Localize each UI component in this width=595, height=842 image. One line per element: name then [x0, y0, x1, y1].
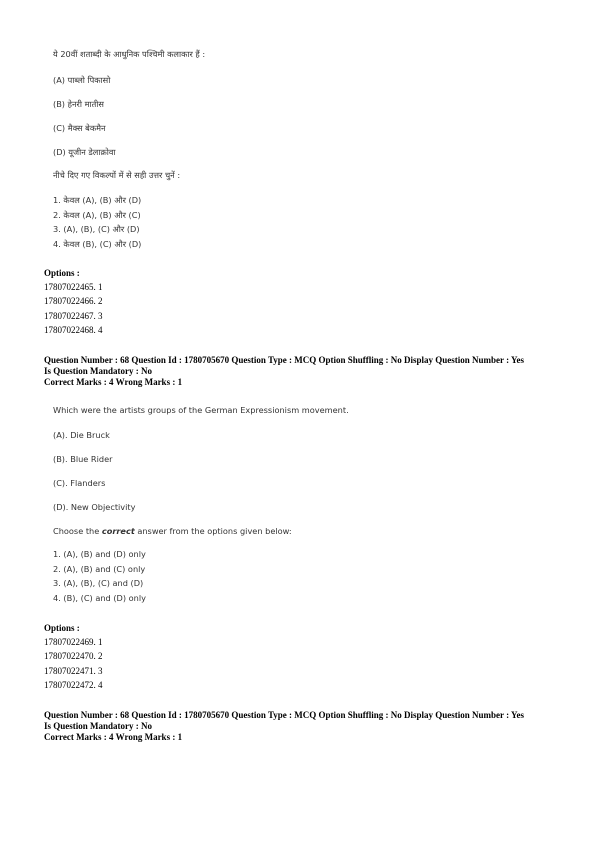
question-1-instruction: नीचे दिए गए विकल्पों में से सही उत्तर चुनें : — [53, 170, 181, 180]
option-id: 17807022472. 4 — [44, 679, 103, 690]
question-1-choice-3: 3. (A), (B), (C) और (D) — [53, 224, 140, 234]
options-header: Options : — [44, 268, 80, 278]
question-marks-line: Correct Marks : 4 Wrong Marks : 1 — [44, 732, 183, 743]
instruction-emphasis: correct — [101, 526, 135, 536]
question-1-choice-1: 1. केवल (A), (B) और (D) — [53, 195, 142, 205]
question-1-item-a: (A) पाब्लो पिकासो — [53, 75, 111, 85]
question-1-stem: ये 20वीं शताब्दी के आधुनिक पश्चिमी कलाकार हैं : — [53, 49, 206, 59]
question-2-choice-3: 3. (A), (B), (C) and (D) — [53, 578, 144, 588]
option-id: 17807022465. 1 — [44, 282, 103, 293]
question-2-choice-1: 1. (A), (B) and (D) only — [53, 549, 146, 559]
question-2-choices — [53, 547, 146, 605]
question-2-item-d: (D). New Objectivity — [53, 502, 136, 512]
question-2-item-a: (A). Die Bruck — [53, 430, 110, 440]
instruction-text: Choose the — [53, 526, 102, 536]
question-2-instruction — [53, 526, 292, 536]
question-1-choice-4: 4. केवल (B), (C) और (D) — [53, 238, 142, 249]
question-1-item-c: (C) मैक्स बेकमैन — [53, 123, 106, 133]
question-2-choice-4: 4. (B), (C) and (D) only — [53, 592, 146, 603]
question-1-choices — [53, 193, 141, 251]
question-meta-2 — [44, 710, 564, 744]
option-id: 17807022468. 4 — [44, 324, 103, 335]
question-meta-line: Question Number : 68 Question Id : 1780705670 Question Type : MCQ Option Shuffling : No Display Question Number : Yes — [44, 710, 525, 720]
options-block-1 — [44, 266, 103, 337]
question-meta-line: Question Number : 68 Question Id : 1780705670 Question Type : MCQ Option Shuffling : No Display Question Number : Yes — [44, 355, 525, 365]
question-2-item-b: (B). Blue Rider — [53, 454, 113, 464]
question-mandatory-line: Is Question Mandatory : No — [44, 366, 153, 377]
question-2-choice-2: 2. (A), (B) and (C) only — [53, 563, 146, 574]
question-2-stem: Which were the artists groups of the German Expressionism movement. — [53, 405, 349, 415]
question-1-choice-2: 2. केवल (A), (B) और (C) — [53, 209, 141, 220]
option-id: 17807022469. 1 — [44, 637, 103, 648]
question-meta-1 — [44, 355, 564, 389]
option-id: 17807022467. 3 — [44, 310, 103, 321]
question-marks-line: Correct Marks : 4 Wrong Marks : 1 — [44, 377, 183, 388]
question-2-item-c: (C). Flanders — [53, 478, 106, 488]
option-id: 17807022466. 2 — [44, 296, 103, 307]
question-1-item-b: (B) हेनरी मातीस — [53, 99, 104, 109]
options-header: Options : — [44, 623, 80, 633]
option-id: 17807022470. 2 — [44, 651, 103, 662]
question-1-item-d: (D) यूजीन डेलाक्रोवा — [53, 147, 116, 157]
options-block-2 — [44, 621, 103, 692]
instruction-text: answer from the options given below: — [134, 526, 292, 536]
option-id: 17807022471. 3 — [44, 665, 103, 676]
question-mandatory-line: Is Question Mandatory : No — [44, 721, 153, 732]
